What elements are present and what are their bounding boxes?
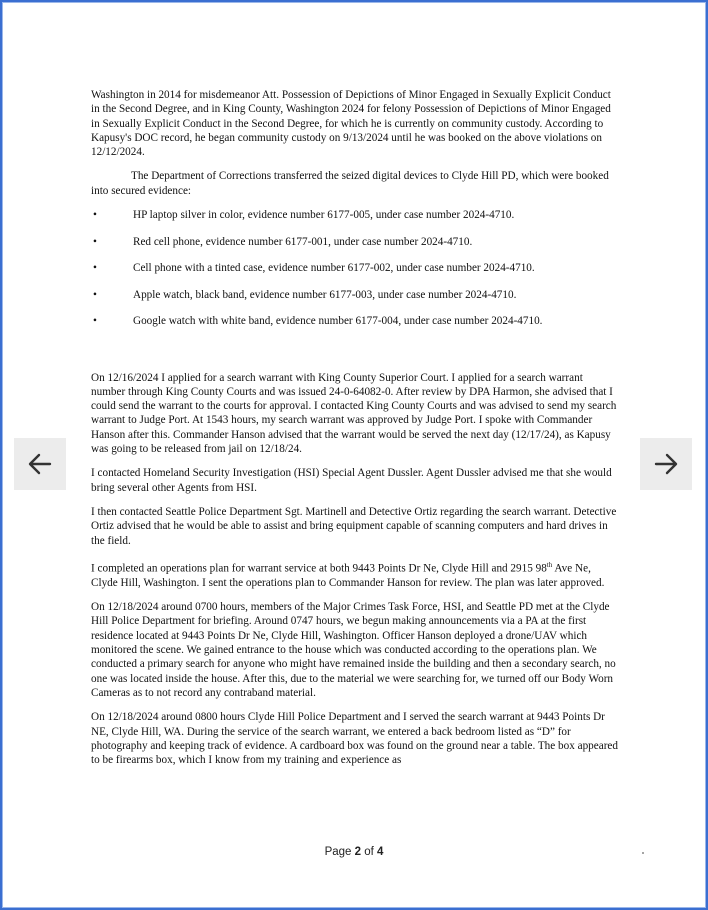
list-item	[91, 235, 619, 262]
page-indicator	[0, 846, 708, 858]
bullet-icon: •	[93, 235, 97, 248]
bullet-icon: •	[93, 262, 97, 275]
paragraph-text: Ave Ne, Clyde Hill, Washington. I sent the operations plan to Commander Hanson for review. The plan was later approved.	[91, 562, 605, 589]
previous-page-button[interactable]	[14, 438, 66, 490]
paragraph: On 12/18/2024 around 0700 hours, members of the Major Crimes Task Force, HSI, and Seattle PD met at the Clyde Hill Police Department for briefing. Around 0747 hours, we begun making announcements via a PA at the first residence located at 9443 Points Dr Ne, Clyde Hill, Washington. Officer Hanson deployed a drone/UAV which monitored the scene. We gained entrance to the house which was conducted according to the operations plan. We conducted a primary search for anyone who might have remained inside the building and then a secondary search, no one was located inside the house. After this, due to the material we were searching for, we turned off our Body Worn Cameras as to not record any contraband material.	[91, 601, 616, 699]
arrow-left-icon	[26, 450, 54, 478]
list-item	[91, 208, 619, 235]
total-pages-number: 4	[377, 846, 384, 858]
paragraph	[91, 558, 619, 590]
of-word: of	[364, 846, 374, 858]
document-page	[91, 88, 619, 767]
page-word: Page	[324, 846, 352, 858]
paragraph: On 12/18/2024 around 0800 hours Clyde Hill Police Department and I served the search warrant at 9443 Points Dr NE, Clyde Hill, WA. During the service of the search warrant, we entered a back bedroom listed as “D” for photography and keeping track of evidence. A cardboard box was found on the ground near a table. The box appeared to be firearms box, which I know from my training and experience as	[91, 711, 618, 767]
bullet-icon: •	[93, 288, 97, 301]
evidence-list	[91, 208, 619, 341]
current-page-number: 2	[354, 846, 362, 858]
paragraph: Washington in 2014 for misdemeanor Att. Possession of Depictions of Minor Engaged in Sexually Explicit Conduct in the Second Degree, and in King County, Washington 2024 for felony Possession of Depictions of Minor Engaged in Sexually Explicit Conduct in the Second Degree, for which he is currently on community custody. According to Kapusy's DOC record, he began community custody on 9/13/2024 until he was booked on the above violations on 12/12/2024.	[91, 89, 611, 159]
list-item-text: Cell phone with a tinted case, evidence number 6177-002, under case number 2024-4710.	[133, 262, 535, 275]
bullet-icon: •	[93, 209, 97, 222]
scan-speck	[642, 852, 644, 854]
ordinal-suffix: th	[546, 560, 553, 569]
paragraph-text: I completed an operations plan for warrant service at both 9443 Points Dr Ne, Clyde Hill and 2915 98	[91, 562, 547, 575]
arrow-right-icon	[652, 450, 680, 478]
list-item-text: Google watch with white band, evidence number 6177-004, under case number 2024-4710.	[133, 315, 543, 328]
list-item-text: HP laptop silver in color, evidence number 6177-005, under case number 2024-4710.	[133, 209, 515, 222]
list-item	[91, 314, 619, 341]
list-item-text: Red cell phone, evidence number 6177-001, under case number 2024-4710.	[133, 235, 473, 248]
list-item	[91, 288, 619, 315]
bullet-icon: •	[93, 315, 97, 328]
paragraph: The Department of Corrections transferred the seized digital devices to Clyde Hill PD, which were booked into secured evidence:	[91, 170, 609, 197]
paragraph: I contacted Homeland Security Investigation (HSI) Special Agent Dussler. Agent Dussler advised me that she would bring several other Agents from HSI.	[91, 467, 612, 494]
next-page-button[interactable]	[640, 438, 692, 490]
paragraph: I then contacted Seattle Police Department Sgt. Martinell and Detective Ortiz regarding the search warrant. Detective Ortiz advised that he would be able to assist and bring equipment capable of scanning computers and hard drives in the field.	[91, 505, 617, 547]
list-item-text: Apple watch, black band, evidence number 6177-003, under case number 2024-4710.	[133, 288, 517, 301]
list-item	[91, 261, 619, 288]
paragraph: On 12/16/2024 I applied for a search warrant with King County Superior Court. I applied for a search warrant number through King County Courts and was issued 24-0-64082-0. After review by DPA Harmon, she advised that I could send the warrant to the courts for approval. I contacted King County Courts and was advised to send my search warrant to Judge Port. At 1543 hours, my search warrant was approved by Judge Port. I spoke with Commander Hanson after this. Commander Hanson advised that the warrant would be served the next day (12/17/24), as Kapusy was going to be released from jail on 12/18/24.	[91, 371, 617, 456]
